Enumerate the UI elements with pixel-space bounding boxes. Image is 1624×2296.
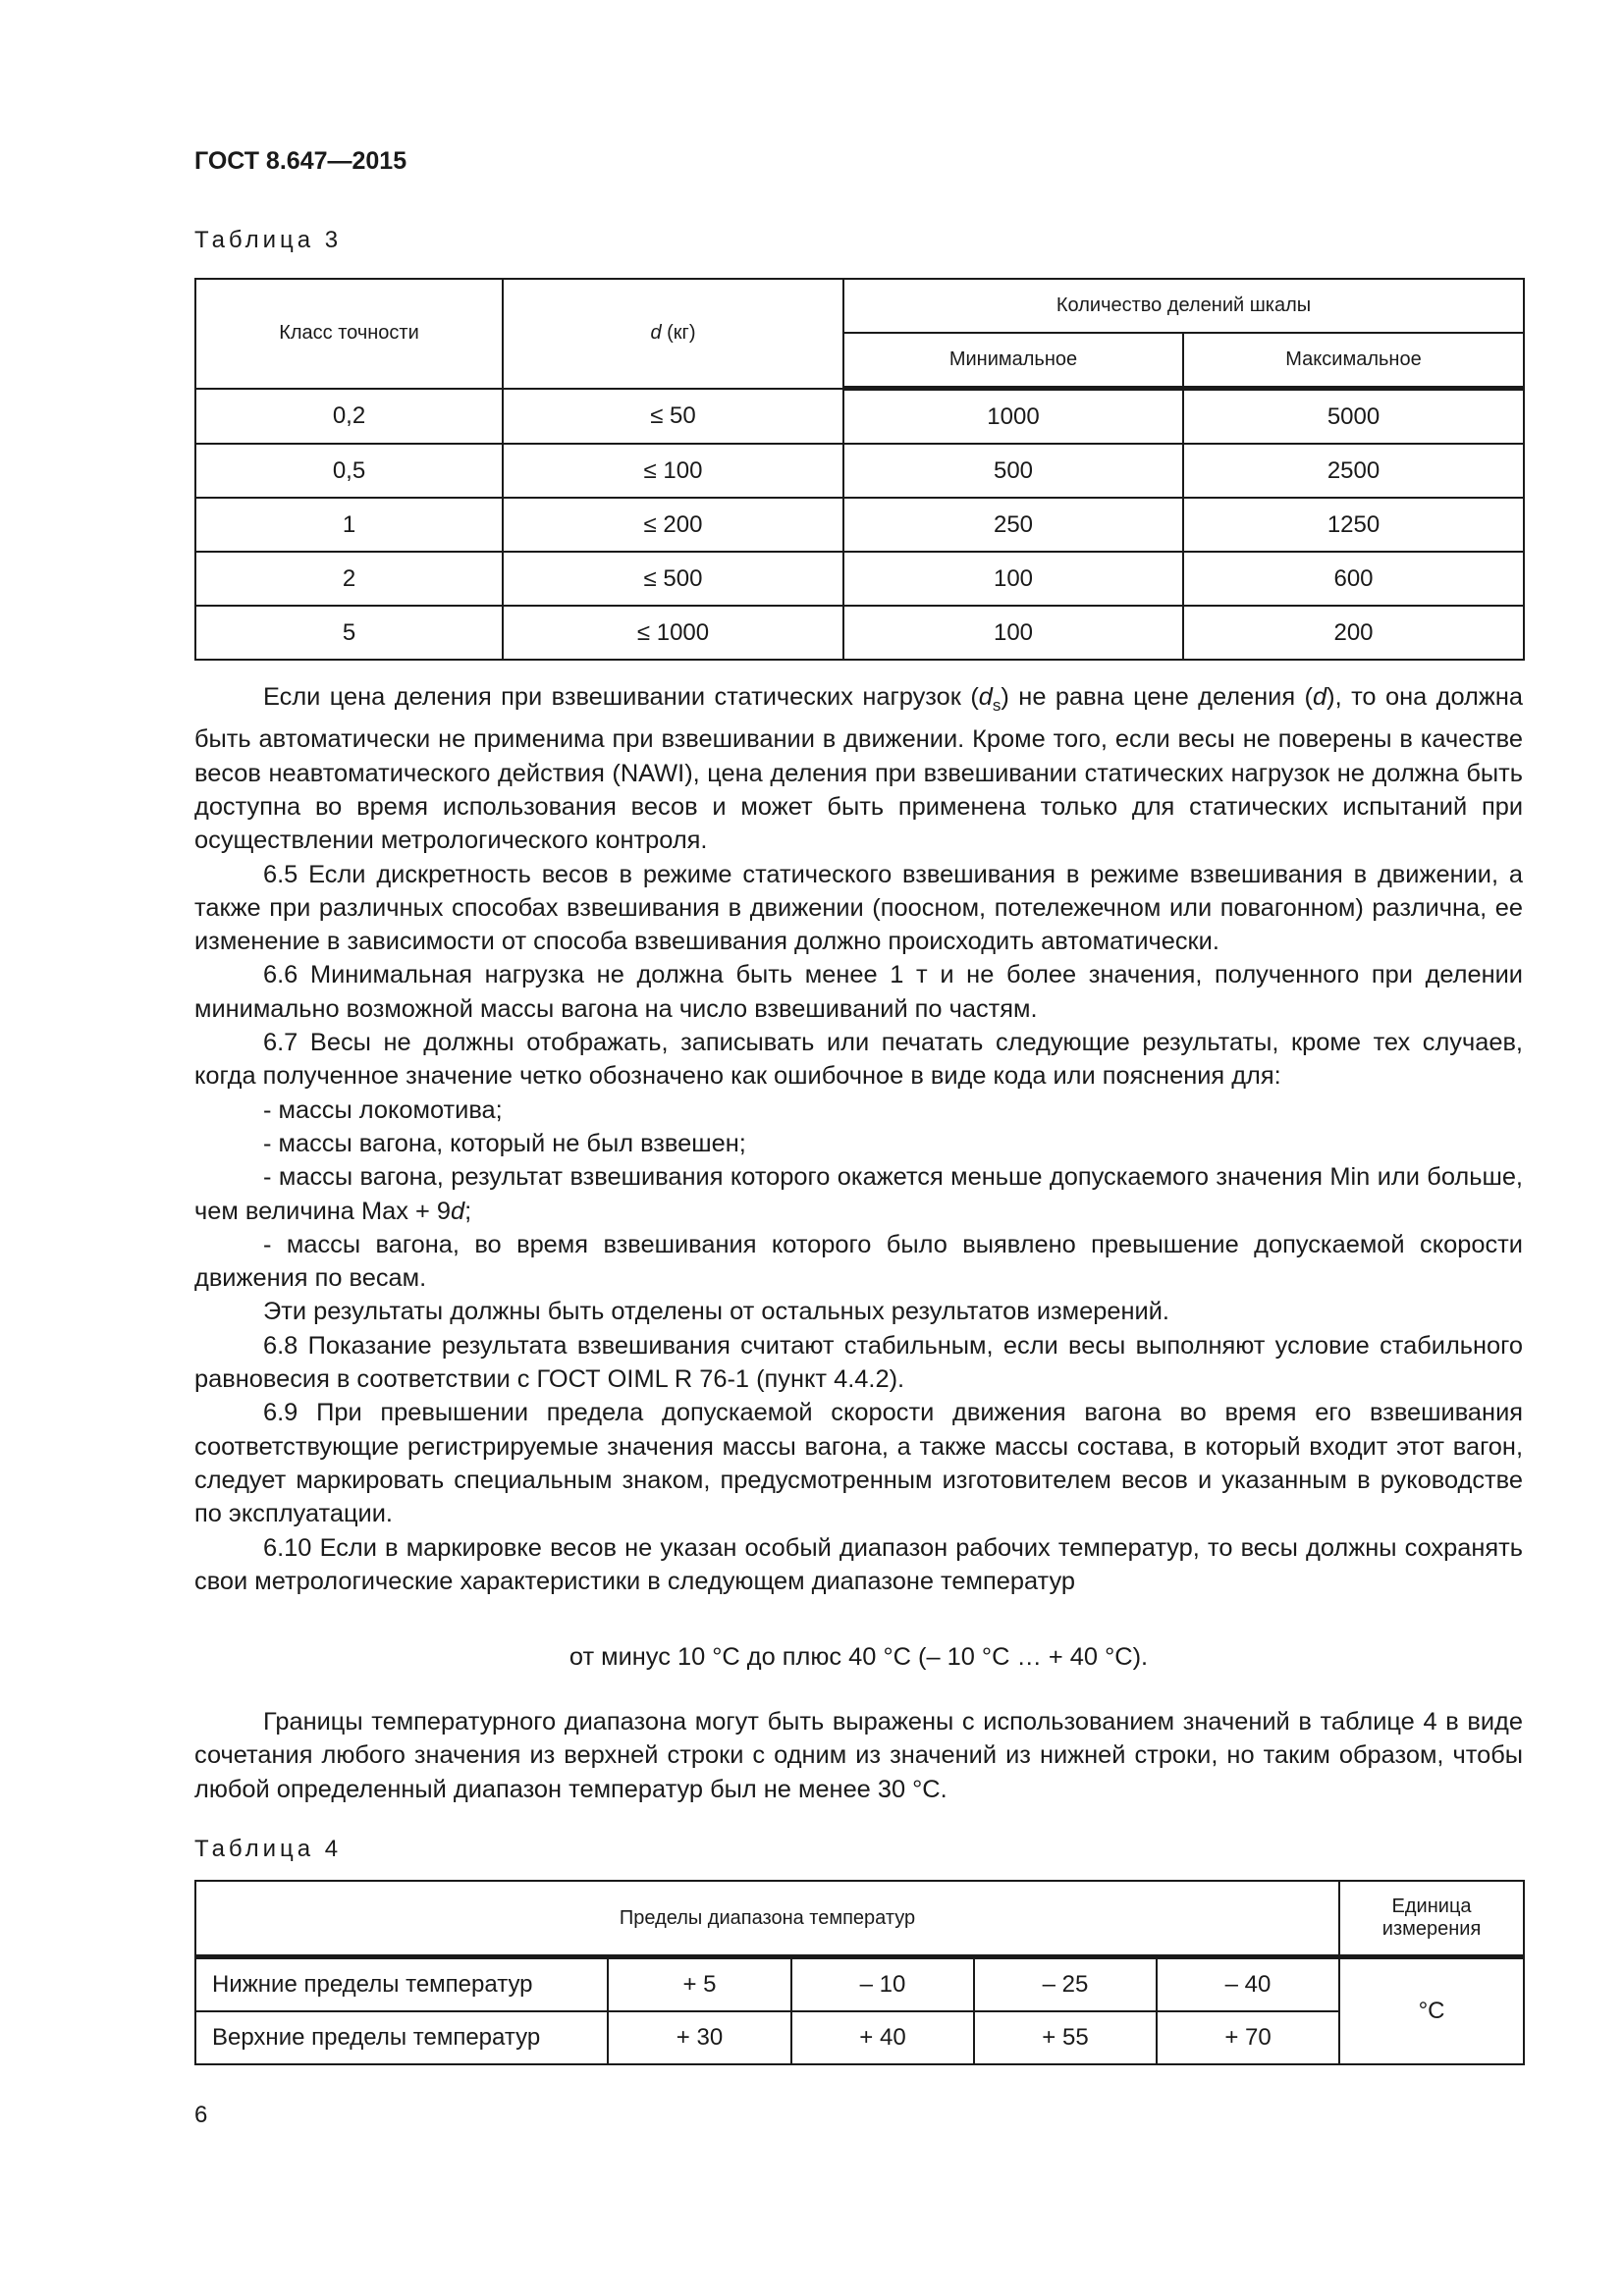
table-cell: – 25 bbox=[974, 1957, 1157, 2012]
table-cell: 100 bbox=[843, 552, 1183, 606]
table-cell: 100 bbox=[843, 606, 1183, 660]
temperature-range-formula: от минус 10 °С до плюс 40 °С (– 10 °С … + 40 °С). bbox=[568, 1643, 1149, 1671]
col-min-header: Минимальное bbox=[843, 333, 1183, 389]
row-label-lower: Нижние пределы температур bbox=[195, 1957, 608, 2012]
list-item bbox=[194, 1160, 1523, 1228]
table-3-caption: Таблица 3 bbox=[194, 227, 343, 253]
paragraph-6-6: 6.6 Минимальная нагрузка не должна быть менее 1 т и не более значения, полученного при делении минимально возможной массы вагона на число взвешиваний по частям. bbox=[194, 961, 1523, 1023]
table-cell: 0,5 bbox=[195, 444, 503, 498]
document-code: ГОСТ 8.647—2015 bbox=[194, 147, 407, 175]
table-cell: ≤ 500 bbox=[503, 552, 843, 606]
table-cell: 5 bbox=[195, 606, 503, 660]
paragraph-6-9: 6.9 При превышении предела допускаемой скорости движения вагона во время его взвешивания соответствующие регистрируемые значения массы вагона, а также массы состава, в который входит этот вагон, следует маркировать специальным знаком, предусмотренным изготовителем весов и указанным в руководстве по эксплуатации. bbox=[194, 1399, 1523, 1528]
table-cell: 500 bbox=[843, 444, 1183, 498]
list-item: - массы вагона, во время взвешивания которого было выявлено превышение допускаемой скорости движения по весам. bbox=[194, 1230, 1523, 1293]
table-cell: 2500 bbox=[1183, 444, 1524, 498]
table-row bbox=[195, 389, 1524, 445]
var-d: d bbox=[1313, 683, 1327, 711]
table-cell: + 30 bbox=[608, 2011, 791, 2064]
list-item: - массы локомотива; bbox=[263, 1095, 503, 1124]
table-cell: 0,2 bbox=[195, 389, 503, 445]
table-row bbox=[195, 2011, 1524, 2064]
table-cell: 5000 bbox=[1183, 389, 1524, 445]
var-d: d bbox=[978, 683, 993, 711]
table-cell: ≤ 100 bbox=[503, 444, 843, 498]
paragraph-intro bbox=[194, 680, 1523, 858]
paragraph-6-7: 6.7 Весы не должны отображать, записывать или печатать следующие результаты, кроме тех случаев, когда полученное значение четко обозначено как ошибочное в виде кода или пояснения для: bbox=[194, 1029, 1523, 1091]
table-cell: 200 bbox=[1183, 606, 1524, 660]
unit-cell: °С bbox=[1339, 1957, 1524, 2065]
text-run: ; bbox=[464, 1197, 472, 1225]
table-cell: 1000 bbox=[843, 389, 1183, 445]
text-run: Если цена деления при взвешивании статических нагрузок ( bbox=[263, 683, 979, 711]
col-unit-header: Единица измерения bbox=[1339, 1881, 1524, 1957]
paragraph-6-5: 6.5 Если дискретность весов в режиме статического взвешивания в режиме взвешивания в движении, а также при различных способах взвешивания в движении (поосном, потележечном или повагонном) различна, ее изменение в зависимости от способа взвешивания должно происходить автоматически. bbox=[194, 860, 1523, 956]
page-number: 6 bbox=[194, 2102, 208, 2128]
row-label-upper: Верхние пределы температур bbox=[195, 2011, 608, 2064]
text-run: ) не равна цене деления ( bbox=[1001, 683, 1313, 711]
body-text-block-2 bbox=[194, 1705, 1523, 1806]
col-temp-limits-header: Пределы диапазона температур bbox=[195, 1881, 1339, 1957]
text-run: ), то она должна быть автоматически не применима при взвешивании в движении. Кроме того, если весы не поверены в качестве весов неавтоматического действия (NAWI), цена деления при взвешивании статических нагрузок не должна быть доступна во время использования весов и может быть применена только для статических испытаний при осуществлении метрологического контроля. bbox=[194, 683, 1523, 855]
table-row bbox=[195, 498, 1524, 552]
col-max-header: Максимальное bbox=[1183, 333, 1524, 389]
var-d: d bbox=[450, 1197, 465, 1225]
subscript-s: s bbox=[992, 696, 1001, 716]
paragraph-separation: Эти результаты должны быть отделены от остальных результатов измерений. bbox=[263, 1298, 1169, 1326]
paragraph-bounds: Границы температурного диапазона могут быть выражены с использованием значений в таблице 4 в виде сочетания любого значения из верхней строки с одним из значений из нижней строки, но таким образом, чтобы любой определенный диапазон температур был не менее 30 °С. bbox=[194, 1708, 1523, 1803]
table-cell: – 40 bbox=[1157, 1957, 1339, 2012]
col-d-unit: (кг) bbox=[661, 322, 696, 345]
table-cell: 1250 bbox=[1183, 498, 1524, 552]
text-run: - массы вагона, результат взвешивания которого окажется меньше допускаемого значения Min или больше, чем величина Max + 9 bbox=[194, 1163, 1523, 1225]
paragraph-6-8: 6.8 Показание результата взвешивания считают стабильным, если весы выполняют условие стабильного равновесия в соответствии с ГОСТ OIML R 76-1 (пункт 4.4.2). bbox=[194, 1331, 1523, 1394]
col-d-header bbox=[503, 279, 843, 389]
table-row bbox=[195, 1957, 1524, 2012]
table-3 bbox=[194, 278, 1525, 661]
list-item: - массы вагона, который не был взвешен; bbox=[263, 1129, 746, 1157]
table-cell: ≤ 1000 bbox=[503, 606, 843, 660]
table-cell: 600 bbox=[1183, 552, 1524, 606]
paragraph-6-10: 6.10 Если в маркировке весов не указан особый диапазон рабочих температур, то весы должны сохранять свои метрологические характеристики в следующем диапазоне температур bbox=[194, 1533, 1523, 1595]
table-row bbox=[195, 444, 1524, 498]
table-cell: ≤ 200 bbox=[503, 498, 843, 552]
table-4 bbox=[194, 1880, 1525, 2065]
body-text-block-1 bbox=[194, 680, 1523, 1598]
table-cell: + 40 bbox=[791, 2011, 974, 2064]
table-cell: + 55 bbox=[974, 2011, 1157, 2064]
table-cell: + 70 bbox=[1157, 2011, 1339, 2064]
table-row bbox=[195, 606, 1524, 660]
table-cell: 250 bbox=[843, 498, 1183, 552]
table-cell: ≤ 50 bbox=[503, 389, 843, 445]
col-accuracy-class-header: Класс точности bbox=[195, 279, 503, 389]
table-row bbox=[195, 552, 1524, 606]
table-4-caption: Таблица 4 bbox=[194, 1836, 343, 1862]
table-cell: + 5 bbox=[608, 1957, 791, 2012]
table-cell: 2 bbox=[195, 552, 503, 606]
table-cell: 1 bbox=[195, 498, 503, 552]
table-cell: – 10 bbox=[791, 1957, 974, 2012]
col-d-var: d bbox=[650, 322, 662, 345]
col-scale-divisions-header: Количество делений шкалы bbox=[843, 279, 1524, 333]
